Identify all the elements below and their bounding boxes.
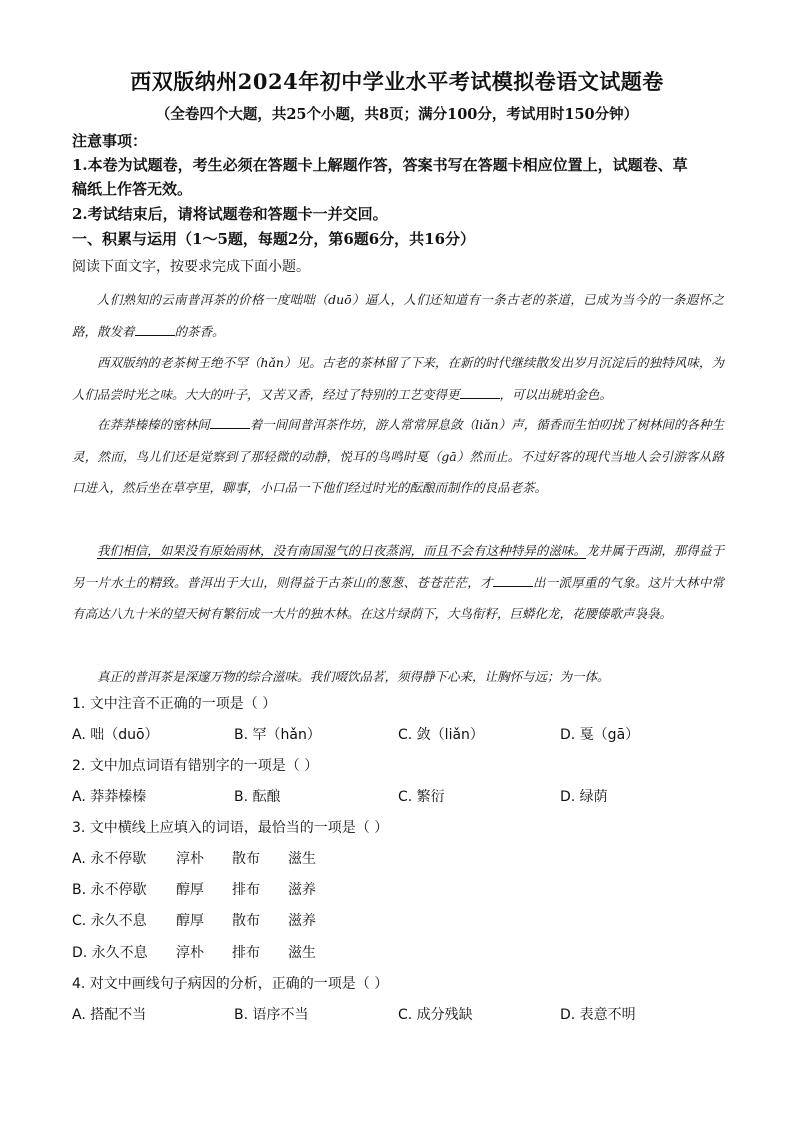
fill-blank: [135, 323, 175, 336]
question-3-option-row-b: [72, 878, 732, 902]
page-subtitle: （全卷四个大题，共25个小题，共8页；满分100分，考试用时150分钟）: [155, 106, 639, 123]
passage-paragraph-1: 人们熟知的云南普洱茶的价格一度咄咄（duō）逼人，人们还知道有一条古老的茶道，已成为当今的一条遐怀之路，散发着 的茶香。: [72, 292, 724, 339]
option-d: D. 表意不明: [560, 1007, 636, 1023]
question-2-stem: 2. 文中加点词语有错别字的一项是（ ）: [72, 758, 319, 774]
option-a: A. 搭配不当: [72, 1007, 147, 1023]
option-word: 排布: [232, 945, 260, 961]
option-word: 淳朴: [176, 851, 204, 867]
question-3-option-row-d: [72, 941, 732, 965]
option-word: 滋生: [288, 945, 316, 961]
question-3-stem: 3. 文中横线上应填入的词语，最恰当的一项是（ ）: [72, 820, 389, 836]
notice-item-1-line-2: 稿纸上作答无效。: [72, 180, 193, 198]
notice-item-2: 2.考试结束后，请将试题卷和答题卡一并交回。: [72, 205, 388, 223]
option-a: A. 咄（duō）: [72, 727, 159, 743]
option-word: 滋生: [288, 851, 316, 867]
fill-blank: [210, 416, 250, 429]
question-2-options: [72, 785, 732, 809]
option-c: C. 敛（liǎn）: [398, 727, 484, 743]
option-word: D. 永久不息: [72, 945, 148, 961]
passage-paragraph-2: 西双版纳的老茶树王绝不罕（hǎn）见。古老的茶林留了下来，在新的时代继续散发出岁月沉淀后的独特风味，为人们品尝时光之味。大大的叶子，又苦又香，经过了特别的工艺变得更 ，可以出琥珀金色。: [72, 355, 724, 402]
option-word: 淳朴: [176, 945, 204, 961]
option-b: B. 罕（hǎn）: [234, 727, 321, 743]
option-word: 散布: [232, 851, 260, 867]
fill-blank: [460, 386, 500, 399]
option-b: B. 酝酿: [234, 789, 281, 805]
option-b: B. 语序不当: [234, 1007, 309, 1023]
question-1-stem: 1. 文中注音不正确的一项是（ ）: [72, 696, 277, 712]
passage-paragraph-5: 真正的普洱茶是深邃万物的综合滋味。我们啜饮品茗，须得静下心来，让胸怀与远；为一体。: [97, 669, 610, 684]
notice-heading: 注意事项：: [72, 132, 148, 150]
underlined-sentence: 我们相信，如果没有原始雨林，没有南国湿气的日夜蒸润，而且不会有这种特异的滋味。: [97, 543, 587, 558]
notice-item-1-line-1: 1.本卷为试题卷，考生必须在答题卡上解题作答，答案书写在答题卡相应位置上，试题卷、草: [72, 156, 688, 174]
option-word: 醇厚: [176, 913, 204, 929]
option-word: C. 永久不息: [72, 913, 147, 929]
option-c: C. 繁衍: [398, 789, 445, 805]
option-d: D. 绿荫: [560, 789, 608, 805]
option-word: B. 永不停歇: [72, 882, 147, 898]
option-word: 散布: [232, 913, 260, 929]
option-word: 滋养: [288, 882, 316, 898]
option-a: A. 莽莽榛榛: [72, 789, 147, 805]
passage-paragraph-4: 我们相信，如果没有原始雨林，没有南国湿气的日夜蒸润，而且不会有这种特异的滋味。龙井属于西湖，那得益于另一片水土的精致。普洱出于大山，则得益于古茶山的葱葱、苍苍茫茫，才 出一派厚重的气象。这片大林中常有高达八九十米的望天树有繁衍成一大片的独木林。在这片绿荫下，大鸟衔籽，巨蟒化龙，花腰傣歌声袅袅。: [72, 543, 724, 621]
question-4-stem: 4. 对文中画线句子病因的分析，正确的一项是（ ）: [72, 976, 389, 992]
option-word: 排布: [232, 882, 260, 898]
option-word: A. 永不停歇: [72, 851, 147, 867]
page-title: 西双版纳州2024年初中学业水平考试模拟卷语文试题卷: [130, 69, 664, 94]
section-1-heading: 一、积累与运用（1～5题，每题2分，第6题6分，共16分）: [72, 230, 476, 248]
passage-paragraph-3: 在莽莽榛榛的密林间 着一间间普洱茶作坊，游人常常屏息敛（liǎn）声，循香而生怕叨扰了树林间的各种生灵，然而，鸟儿们还是觉察到了那轻微的动静，悦耳的鸟鸣时戛（gā）然而止。不过好客的现代当地人会引游客从路口进入，然后坐在草亭里，聊事，小口品一下他们经过时光的酝酿而制作的良品老茶。: [72, 417, 724, 495]
question-3-option-row-a: [72, 847, 732, 871]
question-4-options: [72, 1003, 732, 1027]
question-3-option-row-c: [72, 909, 732, 933]
fill-blank: [493, 574, 533, 587]
option-word: 醇厚: [176, 882, 204, 898]
option-d: D. 戛（gā）: [560, 727, 640, 743]
option-c: C. 成分残缺: [398, 1007, 473, 1023]
option-word: 滋养: [288, 913, 316, 929]
section-1-instruction: 阅读下面文字，按要求完成下面小题。: [72, 259, 310, 275]
question-1-options: [72, 723, 732, 747]
